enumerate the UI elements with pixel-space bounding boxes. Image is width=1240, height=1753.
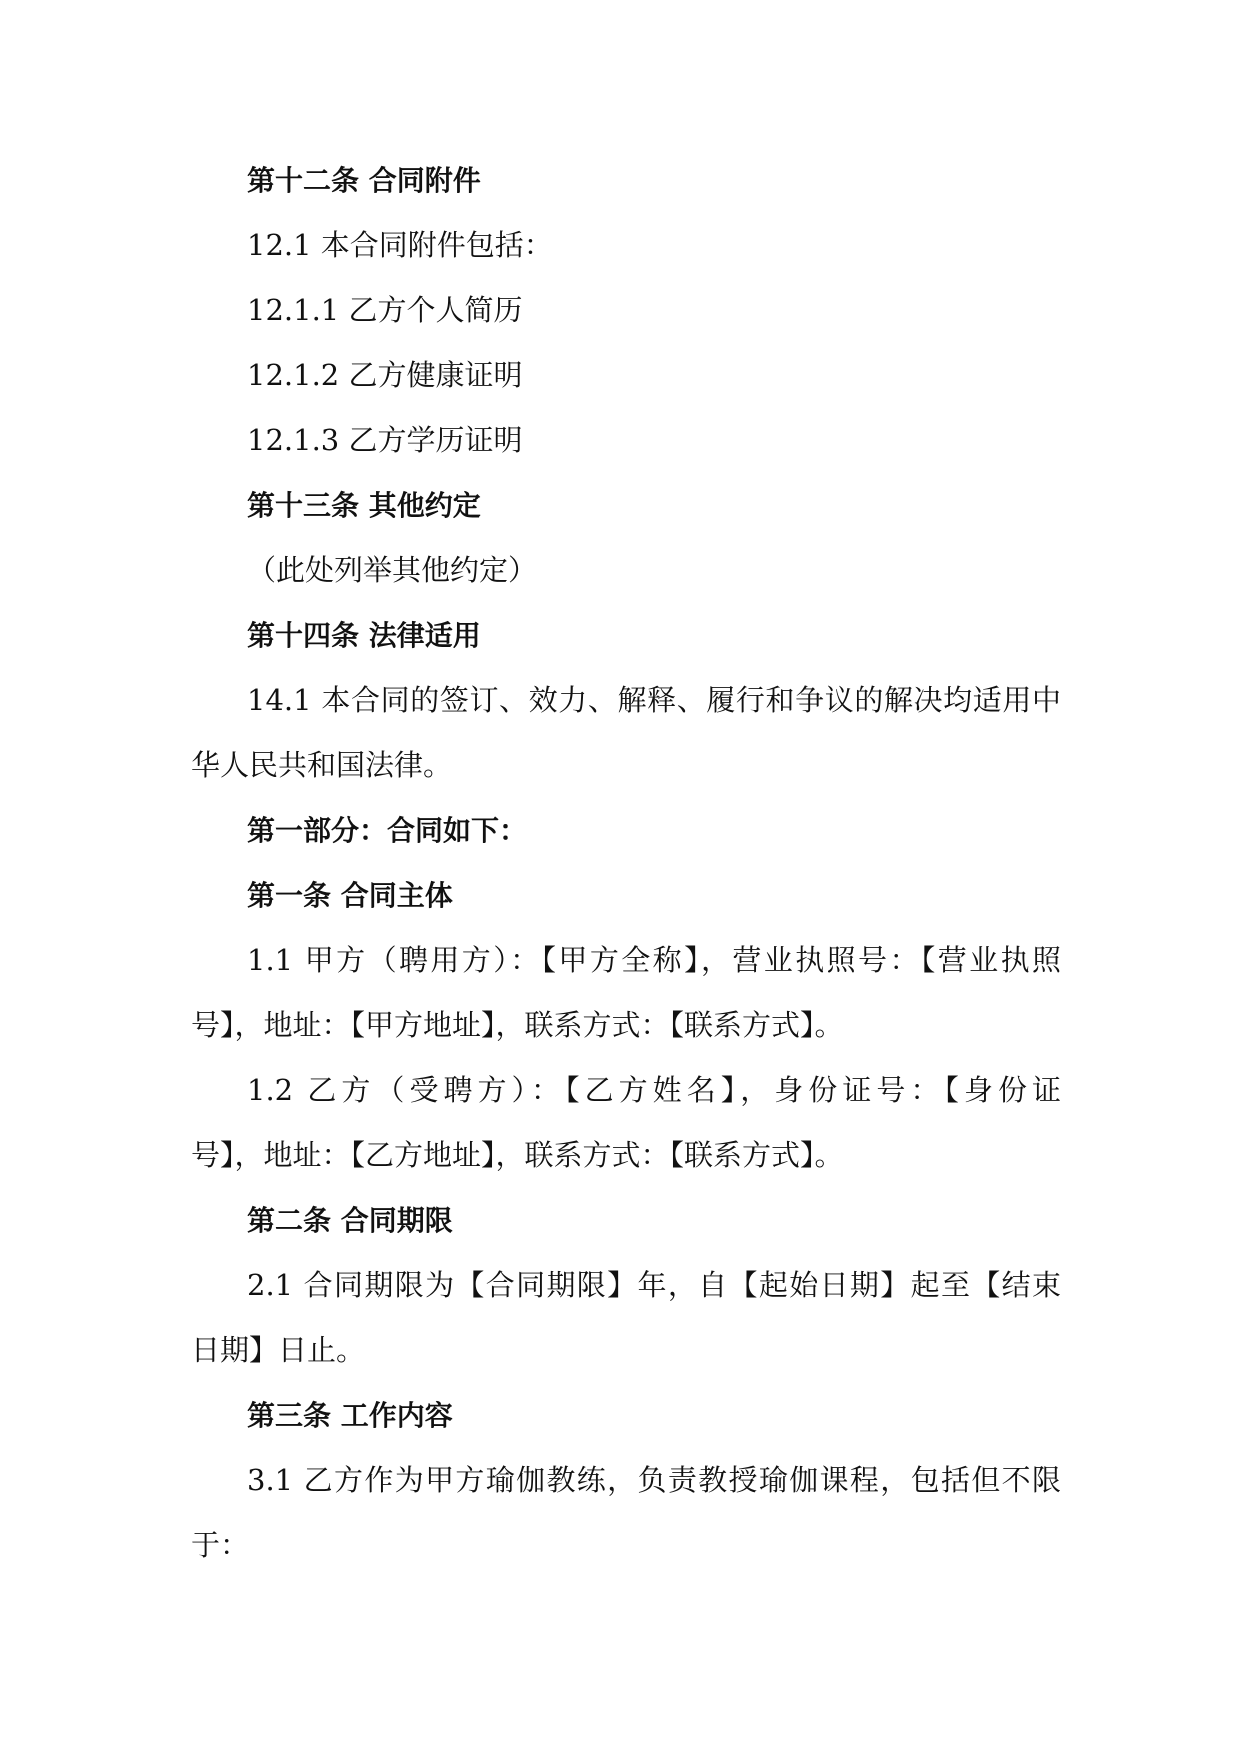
clause-12-1-2: 12.1.2 乙方健康证明: [247, 358, 523, 392]
article-12-heading: 第十二条 合同附件: [247, 164, 481, 197]
clause-2-1-line-2: 日期】日止。: [191, 1333, 366, 1367]
clause-1-2-line-2: 号】，地址：【乙方地址】，联系方式：【联系方式】。: [191, 1138, 844, 1172]
clause-1-2-line-1: 1.2 乙方（受聘方）：【乙方姓名】，身份证号：【身份证: [247, 1073, 1061, 1107]
article-13-heading: 第十三条 其他约定: [247, 489, 481, 522]
clause-1-1-line-2: 号】，地址：【甲方地址】，联系方式：【联系方式】。: [191, 1008, 844, 1042]
part-1-heading: 第一部分：合同如下：: [247, 814, 528, 847]
clause-2-1-line-1: 2.1 合同期限为【合同期限】年，自【起始日期】起至【结束: [247, 1268, 1061, 1302]
document-body: [191, 148, 1061, 1578]
clause-1-1-line-1: 1.1 甲方（聘用方）：【甲方全称】，营业执照号：【营业执照: [247, 943, 1061, 977]
clause-12-1: 12.1 本合同附件包括：: [247, 228, 553, 262]
clause-12-1-1: 12.1.1 乙方个人简历: [247, 293, 523, 327]
clause-14-1-line-2: 华人民共和国法律。: [191, 748, 453, 782]
clause-3-1-line-1: 3.1 乙方作为甲方瑜伽教练，负责教授瑜伽课程，包括但不限: [247, 1463, 1061, 1497]
other-terms-placeholder: （此处列举其他约定）: [247, 553, 538, 587]
article-14-heading: 第十四条 法律适用: [247, 619, 481, 652]
clause-3-1-line-2: 于：: [191, 1528, 250, 1562]
clause-12-1-3: 12.1.3 乙方学历证明: [247, 423, 523, 457]
article-3-heading: 第三条 工作内容: [247, 1399, 453, 1432]
clause-14-1-line-1: 14.1 本合同的签订、效力、解释、履行和争议的解决均适用中: [247, 683, 1061, 717]
article-1-heading: 第一条 合同主体: [247, 879, 453, 912]
article-2-heading: 第二条 合同期限: [247, 1204, 453, 1237]
